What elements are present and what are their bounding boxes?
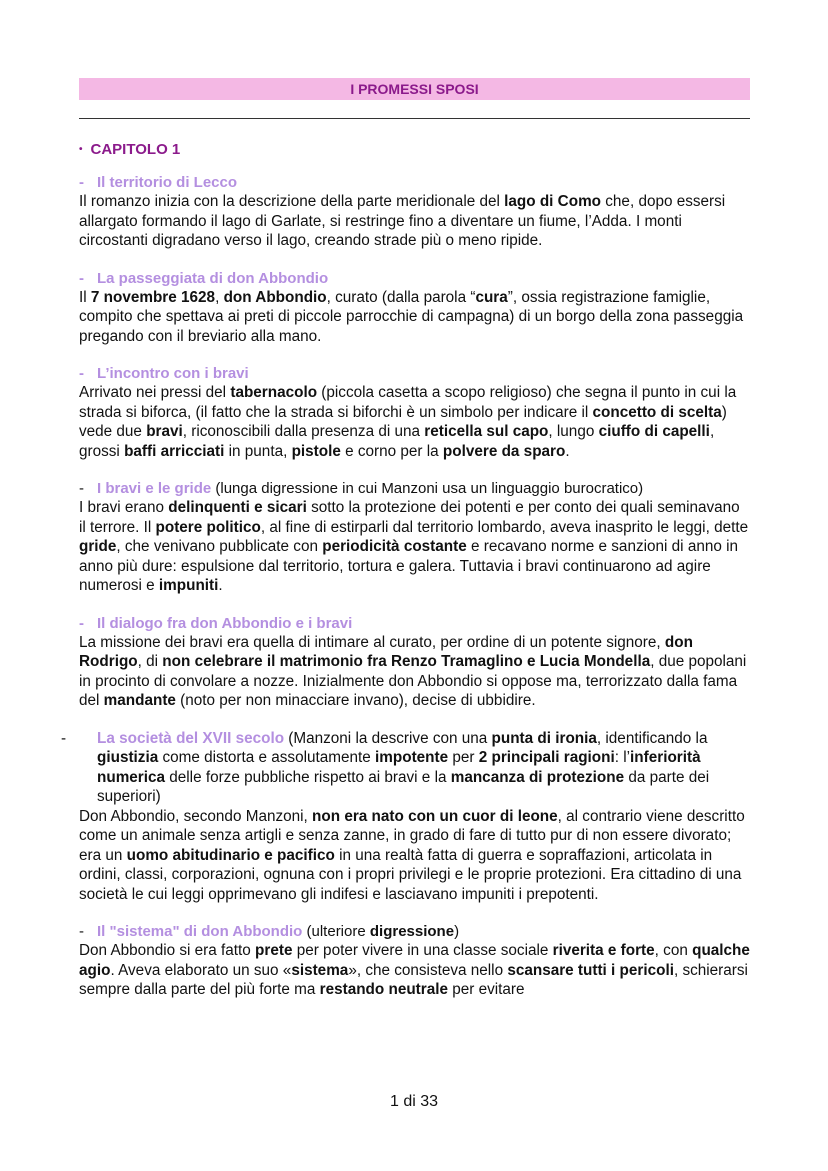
sections-container: [61, 173, 750, 1000]
section-body: [79, 192, 750, 251]
bold-text: baffi arricciati: [124, 442, 225, 460]
text-run: », che consisteva nello: [348, 961, 508, 979]
bullet-icon: •: [79, 144, 83, 155]
section: [79, 614, 750, 711]
section-title-note: (lunga digressione in cui Manzoni usa un linguaggio burocratico): [211, 480, 644, 497]
text-run: . Aveva elaborato un suo «: [110, 961, 292, 979]
section-heading: [79, 173, 750, 192]
text-run: per: [448, 749, 479, 766]
text-run: delle forze pubbliche rispetto ai bravi e la: [165, 768, 451, 786]
text-run: , riconoscibili dalla presenza di una: [182, 423, 425, 440]
text-run: , al fine di estirparli dal territorio lombardo, aveva inasprito le leggi, dette: [260, 518, 749, 536]
text-run: , di: [137, 653, 163, 670]
text-run: (ulteriore: [302, 923, 370, 940]
section-title-note: [302, 923, 459, 940]
section-body: [79, 288, 750, 347]
bold-text: don Abbondio: [223, 288, 327, 306]
bold-text: periodicità costante: [322, 538, 467, 555]
text-run: e recavano norme e sanzioni di anno in anno più dure: espulsione dal territorio, tortura e galera. Tuttavia i bravi continuarono ad agire numerosi e: [79, 538, 739, 594]
bold-text: non era nato con un cuor di leone: [312, 807, 558, 825]
section: [61, 729, 750, 905]
bold-text: bravi: [146, 423, 183, 440]
chapter-label: CAPITOLO 1: [90, 141, 181, 158]
document-title: I PROMESSI SPOSI: [79, 78, 750, 100]
text-run: ,: [215, 288, 224, 306]
bold-text: impotente: [375, 749, 449, 766]
section-title: Il "sistema" di don Abbondio: [97, 923, 303, 940]
bold-text: mancanza di protezione: [450, 768, 625, 786]
text-run: in punta,: [224, 442, 292, 460]
text-run: ): [454, 923, 460, 940]
bold-text: 7 novembre 1628: [90, 288, 216, 306]
text-run: Don Abbondio si era fatto: [79, 942, 256, 959]
text-run: , lungo: [548, 423, 599, 440]
section-title: I bravi e le gride: [97, 480, 212, 497]
document-page: [61, 78, 750, 1000]
section-title: L’incontro con i bravi: [97, 365, 249, 382]
bold-text: punta di ironia: [491, 729, 597, 747]
text-run: , due popolani in procinto di convolare a nozze. Inizialmente don Abbondio si oppose ma, terrorizzato dalla fama del: [79, 653, 747, 709]
dash-bullet-icon: -: [79, 365, 84, 382]
bold-text: potere politico: [155, 518, 261, 536]
text-run: , schierarsi sempre dalla parte del più forte ma: [79, 961, 748, 998]
text-run: , identificando la: [596, 729, 708, 747]
bold-text: uomo abitudinario e pacifico: [126, 846, 335, 864]
text-run: I bravi erano: [79, 499, 169, 516]
bold-text: mandante: [103, 692, 176, 709]
bold-text: restando neutrale: [319, 981, 448, 998]
text-run: e corno per la: [340, 442, 443, 460]
section: [79, 364, 750, 461]
section-body: [79, 633, 750, 711]
section-body: [79, 941, 750, 1000]
text-run: Arrivato nei pressi del: [79, 384, 231, 401]
section-body: [79, 498, 750, 596]
section-title: La società del XVII secolo: [97, 729, 285, 747]
text-run: da parte dei superiori): [97, 768, 710, 805]
text-run: , curato (dalla parola “: [326, 288, 476, 306]
text-run: come distorta e assolutamente: [158, 749, 376, 766]
text-run: (noto per non minacciare invano), decise di ubbidire.: [175, 692, 536, 709]
section-title: Il territorio di Lecco: [97, 174, 238, 191]
section-heading: [79, 269, 750, 288]
section-body: [79, 807, 750, 905]
bold-text: polvere da sparo: [442, 442, 566, 460]
text-run: .: [565, 442, 570, 460]
dash-bullet-icon: -: [61, 729, 67, 747]
section-heading: [61, 729, 750, 807]
bold-text: concetto di scelta: [592, 403, 722, 421]
text-run: Don Abbondio, secondo Manzoni,: [79, 807, 313, 825]
text-run: La missione dei bravi era quella di intimare al curato, per ordine di un potente signore,: [79, 633, 665, 651]
bold-text: impuniti: [158, 577, 219, 594]
section-heading: [79, 364, 750, 383]
section: [79, 922, 750, 1000]
bold-text: pistole: [291, 442, 341, 460]
bold-text: tabernacolo: [230, 384, 318, 401]
bold-text: digressione: [369, 923, 455, 940]
section-heading: [79, 614, 750, 633]
bold-text: sistema: [291, 961, 349, 979]
dash-bullet-icon: -: [79, 480, 84, 497]
text-run: che, dopo essersi allargato formando il lago di Garlate, si restringe fino a diventare un fiume, l’Adda. I monti circostanti digradano verso il lago, creando strade più o meno ripide.: [79, 193, 726, 249]
bold-text: non celebrare il matrimonio fra Renzo Tramaglino e Lucia Mondella: [162, 653, 651, 670]
bold-text: qualche agio: [79, 942, 750, 979]
bold-text: cura: [475, 288, 508, 306]
dash-bullet-icon: -: [79, 174, 84, 191]
bold-text: don Rodrigo: [79, 633, 693, 670]
section-heading: [79, 922, 750, 941]
bold-text: scansare tutti i pericoli: [507, 961, 674, 979]
bold-text: prete: [255, 942, 293, 959]
section-body: [79, 383, 750, 461]
text-run: , con: [654, 942, 693, 959]
dash-bullet-icon: -: [79, 269, 84, 287]
section: [79, 173, 750, 251]
section-title: La passeggiata di don Abbondio: [97, 269, 329, 287]
text-run: in una realtà fatta di guerra e sopraffazioni, articolata in ordini, classi, corporazioni, ognuna con i propri privilegi e le proprie protezioni. Era cittadino di una società le cui leggi opprimevano gli indifesi e lasciavano impuniti i prepotenti.: [79, 846, 742, 903]
section: [79, 269, 750, 347]
text-run: per evitare: [448, 981, 525, 998]
bold-text: 2 principali ragioni: [478, 749, 615, 766]
bold-text: gride: [79, 538, 117, 555]
bold-text: giustizia: [97, 749, 159, 766]
bold-text: inferiorità numerica: [97, 749, 701, 786]
text-run: , grossi: [79, 423, 715, 460]
text-run: ”, ossia registrazione famiglie, compito che spettava ai preti di piccole parrocchie di campagna) di un borgo della zona passeggia pregando con il breviario alla mano.: [79, 288, 744, 345]
text-run: ) vede due: [79, 403, 727, 440]
bold-text: reticella sul capo: [424, 423, 549, 440]
bold-text: riverita e forte: [552, 942, 655, 959]
bold-text: ciuffo di capelli: [598, 423, 710, 440]
text-run: : l’: [614, 749, 631, 766]
section: [79, 479, 750, 596]
page-number: 1 di 33: [389, 1093, 439, 1110]
dash-bullet-icon: -: [79, 614, 84, 632]
text-run: .: [218, 577, 223, 594]
text-run: (piccola casetta a scopo religioso) che segna il punto in cui la strada si biforca, (il fatto che la strada si biforchi è un simbolo per indicare il: [79, 384, 737, 421]
text-run: sotto la protezione dei potenti e per conto dei quali seminavano il terrore. Il: [79, 499, 740, 536]
section-heading: [79, 479, 750, 498]
text-run: , che venivano pubblicate con: [116, 538, 323, 555]
bold-text: lago di Como: [504, 193, 602, 210]
title-divider: [79, 118, 750, 119]
chapter-heading: [79, 141, 750, 158]
text-run: , al contrario viene descritto come un animale senza artigli e senza zanne, in grado di fare di tutto pur di non essere divorato; era un: [79, 807, 745, 864]
text-run: Il romanzo inizia con la descrizione della parte meridionale del: [79, 193, 505, 210]
text-run: per poter vivere in una classe sociale: [292, 942, 553, 959]
section-title: Il dialogo fra don Abbondio e i bravi: [97, 614, 353, 632]
dash-bullet-icon: -: [79, 923, 84, 940]
bold-text: delinquenti e sicari: [168, 499, 307, 516]
text-run: (Manzoni la descrive con una: [284, 729, 492, 747]
text-run: Il: [79, 288, 91, 306]
